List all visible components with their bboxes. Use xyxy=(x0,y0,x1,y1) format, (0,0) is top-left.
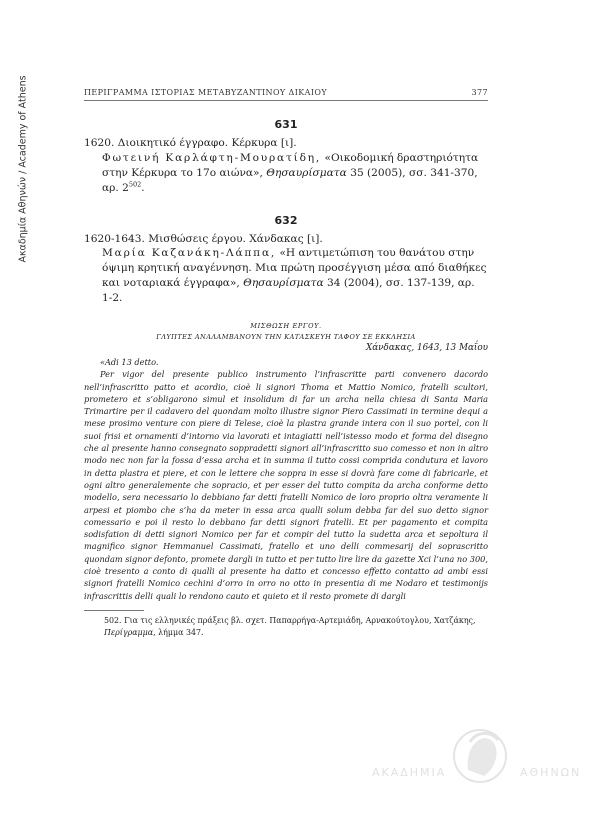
footnote-text: Για τις ελληνικές πράξεις βλ. σχετ. Παπαρρήγα-Αρτεμιάδη, Αρνακούτογλου, Χατζάκης, xyxy=(124,615,476,625)
entry-article: «Οικοδομική δραστηριότητα στην Κέρκυρα το 17ο αιώνα», xyxy=(102,151,479,179)
entry-details: 34 (2004), σσ. 137-139, αρ. 1-2. xyxy=(102,277,475,304)
footnote-work: Περίγραμμα xyxy=(104,627,154,637)
watermark-right-word: ΑΘΗΝΩΝ xyxy=(520,766,582,779)
entry-number: 631 xyxy=(274,118,298,131)
document-body: Per vigor del presente publico instrumento l’infrascritte parti convenero dacordo nell’infrascritto patto et acordio, cioè li signori Thoma et Mattio Nomico, fratelli scultori, prometero et s’obligarono simul et insolidum di far un archa nella chiesa di Santa Maria Trimartire per il cadavero del quondam molto illustre signor Piero Cassimati in termine dequi a mese prosimo venture con piere di Telese, cioè la plastra grande intera con il suo portel, con li suoi frisi et ornamenti d’intorno via lavorati et intagiatti nell’istesso modo et forma del disegno che al presente hanno consegnato soppradetti signori all’infrascritto suo comesso et non in altro modo nec non far la fossa d’essa archa et in summa il tutto cossi comprida condutura et lavoro in detta plastra et piere, et con le lettere che soppra in esse si dovrà fare come di fabricarle, et ogni altro generalemente che sopracio, et per esser del tutto compita da archa conforme detto modello, sera necessario lo debbiano far detti fratelli Nomico de loro proprio oltra veramente li arpesi et piombo che s’ha da meter in essa arca qualli solum debba far del suo detto signor comessario e poi il resto lo debbano far detti signori fratelli. Et per pagamento et compita sodisfation di detti signori Nomico per far et compir del tutto la sudetta arca et sepoltura il magnifico signor Hemmanuel Cassimati, fratello et uno delli commesarij del soprascritto quondam signor defonto, promete dargli in tutto et per tutto lire lire da gazette Xci l’una no 300, cioè tresento a conto di qualli al presente ha datto et concesso effetto contatto ad ambi essi signori fratelli Nomico cechini d’orro in orro no otto in presentia di me Nodaro et testimonijs infrascrittis delli quali lo rendono cauto et quieto et il resto promete di dargli xyxy=(84,369,488,601)
document-opening: «Adi 13 detto. xyxy=(100,357,159,367)
footnote-divider xyxy=(84,610,144,611)
entry-details: 35 (2005), σσ. 341-370, αρ. 2 xyxy=(102,166,478,194)
entry-citation xyxy=(84,246,488,306)
athena-head-icon xyxy=(450,726,510,792)
archive-side-label: Ακαδημία Αθηνών / Academy of Athens xyxy=(17,75,29,263)
entry-journal: Θησαυρίσματα xyxy=(243,277,324,289)
document-subtitle: ΓΛΥΠΤΕΣ ΑΝΑΛΑΜΒΑΝΟΥΝ ΤΗΝ ΚΑΤΑΣΚΕΥΗ ΤΑΦΟΥ ΣΕ ΕΚΚΛΗΣΙΑ xyxy=(156,333,416,341)
entry-end: . xyxy=(141,181,145,194)
entry-number: 632 xyxy=(274,213,298,227)
footnote-number: 502. xyxy=(104,615,122,625)
footnote-ref: , λήμμα 347. xyxy=(153,627,204,637)
entry-author: Φωτεινή Καρλάφτη-Μουρατίδη, xyxy=(102,151,322,164)
running-head xyxy=(84,88,488,101)
document-title: ΜΙΣΘΩΣΗ ΕΡΓΟΥ. xyxy=(250,322,322,330)
entry-heading: 1620. Διοικητικό έγγραφο. Κέρκυρα [ι]. xyxy=(84,137,297,149)
page-number: 377 xyxy=(471,88,488,97)
book-page xyxy=(84,88,488,639)
footnote-reference: 502 xyxy=(128,179,142,188)
document-date: Χάνδακας, 1643, 13 Μαΐου xyxy=(365,343,488,353)
watermark-left-word: ΑΚΑΔΗΜΙΑ xyxy=(372,766,447,779)
document-text xyxy=(84,356,488,602)
entry-journal: Θησαυρίσματα xyxy=(266,166,347,179)
entry-author: Μαρία Καζανάκη-Λάππα, xyxy=(102,247,277,259)
entry-article: «Η αντιμετώπιση του θανάτου στην όψιμη κρητική αναγέννηση. Μια πρώτη προσέγγιση μέσα από διαθήκες και νοταριακά έγγραφα», xyxy=(102,247,487,289)
entry-citation xyxy=(84,151,488,196)
entry-heading: 1620-1643. Μισθώσεις έργου. Χάνδακας [ι]. xyxy=(84,232,323,245)
running-head-title: ΠΕΡΙΓΡΑΜΜΑ ΙΣΤΟΡΙΑΣ ΜΕΤΑΒΥΖΑΝΤΙΝΟΥ ΔΙΚΑΙΟΥ xyxy=(84,88,328,97)
academy-watermark xyxy=(372,726,582,806)
footnote xyxy=(84,615,488,639)
